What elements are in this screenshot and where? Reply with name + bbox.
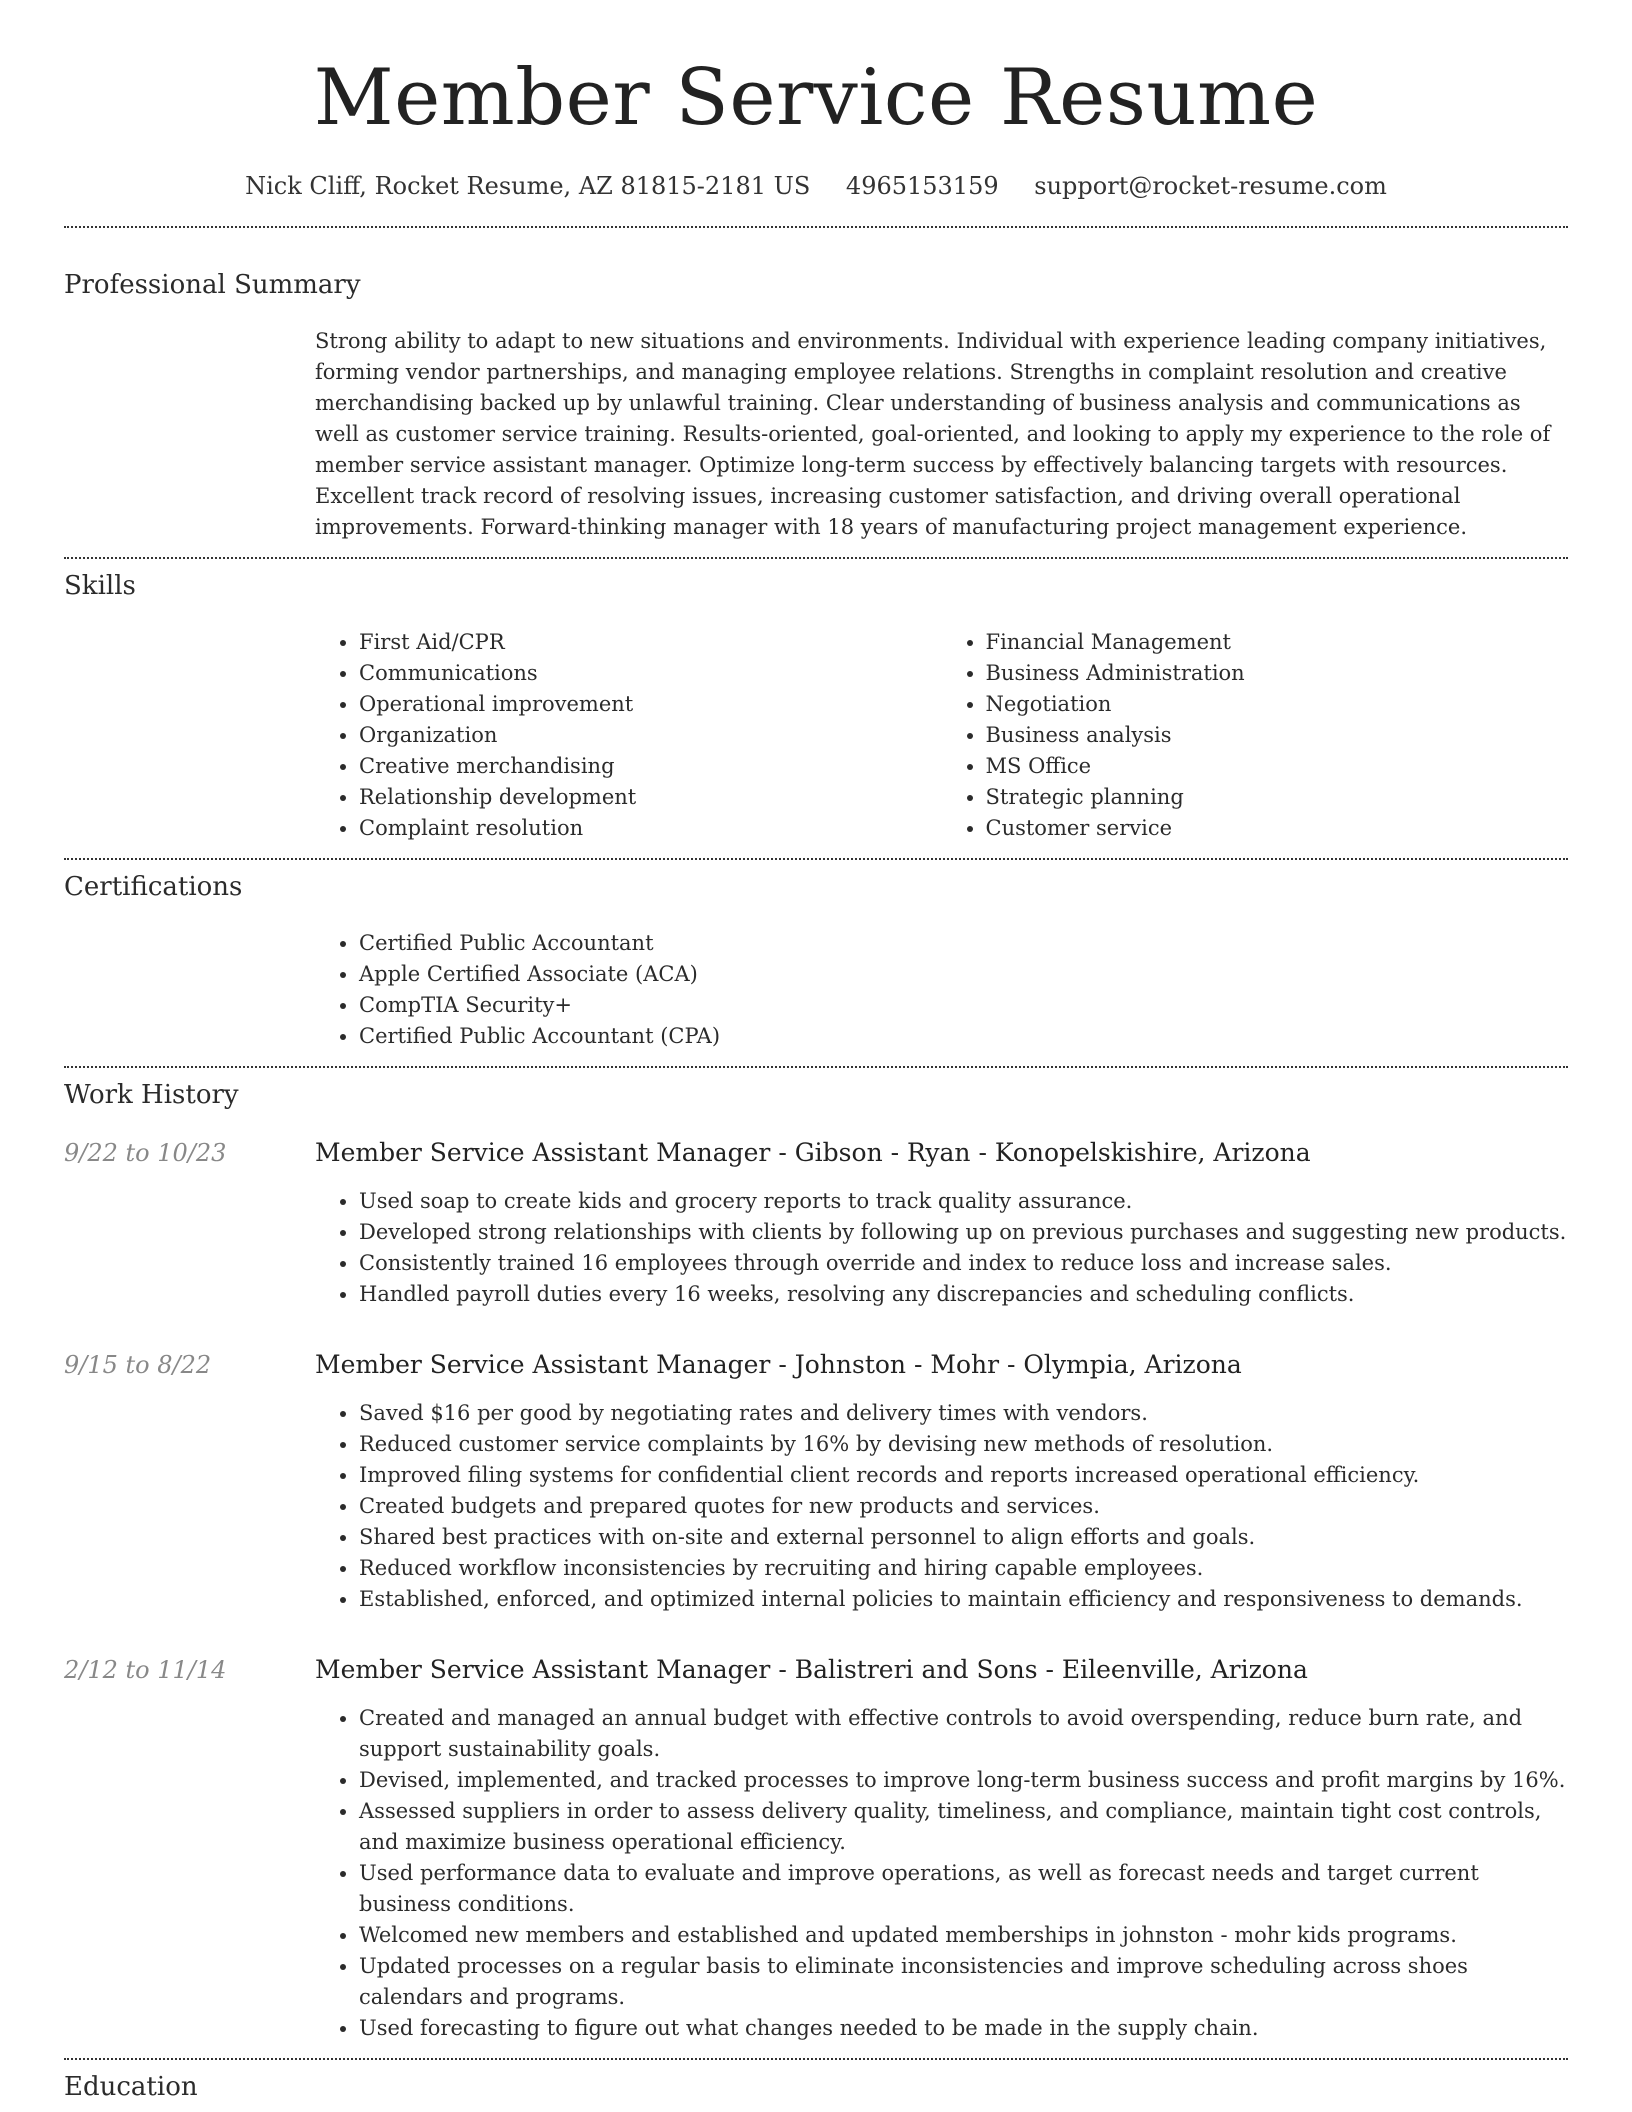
list-item: • Updated processes on a regular basis to eliminate inconsistencies and improve scheduling across shoes calendars and programs. bbox=[359, 1951, 1568, 2013]
certifications-section bbox=[64, 860, 1568, 1052]
work-history-section bbox=[64, 1068, 1568, 2044]
job-bullets bbox=[315, 1398, 1568, 1615]
job-title: Member Service Assistant Manager - Gibson - Ryan - Konopelskishire, Arizona bbox=[315, 1137, 1311, 1167]
skills-columns bbox=[315, 627, 1568, 844]
contact-address: Nick Cliff, Rocket Resume, AZ 81815-2181 US bbox=[245, 171, 811, 200]
list-item: • First Aid/CPR bbox=[359, 627, 942, 658]
list-item: • Created and managed an annual budget with effective controls to avoid overspending, reduce burn rate, and support sustainability goals. bbox=[359, 1703, 1568, 1765]
certifications-body bbox=[315, 928, 1568, 1052]
list-item: • Welcomed new members and established and updated memberships in johnston - mohr kids programs. bbox=[359, 1920, 1568, 1951]
list-item: • Established, enforced, and optimized internal policies to maintain efficiency and responsiveness to demands. bbox=[359, 1584, 1568, 1615]
summary-text: Strong ability to adapt to new situations and environments. Individual with experience leading company initiatives, forming vendor partnerships, and managing employee relations. Strengths in complaint resolution and creative merchandising backed up by unlawful training. Clear understanding of business analysis and communications as well as customer service training. Results-oriented, goal-oriented, and looking to apply my experience to the role of member service assistant manager. Optimize long-term success by effectively balancing targets with resources. Excellent track record of resolving issues, increasing customer satisfaction, and driving overall operational improvements. Forward-thinking manager with 18 years of manufacturing project management experience. bbox=[315, 328, 1551, 539]
list-item: • Apple Certified Associate (ACA) bbox=[359, 959, 1568, 990]
list-item: • Handled payroll duties every 16 weeks, resolving any discrepancies and scheduling conflicts. bbox=[359, 1279, 1568, 1310]
list-item: • Communications bbox=[359, 658, 942, 689]
skills-list-left bbox=[315, 627, 942, 844]
education-heading: Education bbox=[64, 2071, 198, 2102]
list-item: • Reduced customer service complaints by 16% by devising new methods of resolution. bbox=[359, 1429, 1568, 1460]
list-item: • Used performance data to evaluate and improve operations, as well as forecast needs and target current business conditions. bbox=[359, 1858, 1568, 1920]
summary-section bbox=[64, 228, 1568, 543]
list-item: • MS Office bbox=[986, 751, 1569, 782]
job-dates: 9/15 to 8/22 bbox=[64, 1350, 212, 1379]
list-item: • Reduced workflow inconsistencies by recruiting and hiring capable employees. bbox=[359, 1553, 1568, 1584]
list-item: • Financial Management bbox=[986, 627, 1569, 658]
job-entry bbox=[64, 1348, 1568, 1615]
job-dates: 9/22 to 10/23 bbox=[64, 1138, 227, 1167]
job-bullets bbox=[315, 1186, 1568, 1310]
certifications-heading: Certifications bbox=[64, 871, 243, 902]
list-item: • CompTIA Security+ bbox=[359, 990, 1568, 1021]
summary-heading: Professional Summary bbox=[64, 269, 361, 300]
contact-email: support@rocket-resume.com bbox=[1034, 171, 1387, 200]
list-item: • Operational improvement bbox=[359, 689, 942, 720]
list-item: • Consistently trained 16 employees through override and index to reduce loss and increase sales. bbox=[359, 1248, 1568, 1279]
list-item: • Developed strong relationships with clients by following up on previous purchases and suggesting new products. bbox=[359, 1217, 1568, 1248]
job-title: Member Service Assistant Manager - Balistreri and Sons - Eileenville, Arizona bbox=[315, 1654, 1308, 1684]
list-item: • Assessed suppliers in order to assess delivery quality, timeliness, and compliance, maintain tight cost controls, and maximize business operational efficiency. bbox=[359, 1796, 1568, 1858]
list-item: • Certified Public Accountant bbox=[359, 928, 1568, 959]
job-title: Member Service Assistant Manager - Johnston - Mohr - Olympia, Arizona bbox=[315, 1349, 1242, 1379]
list-item: • Complaint resolution bbox=[359, 813, 942, 844]
list-item: • Improved filing systems for confidential client records and reports increased operational efficiency. bbox=[359, 1460, 1568, 1491]
list-item: • Certified Public Accountant (CPA) bbox=[359, 1021, 1568, 1052]
work-history-heading: Work History bbox=[64, 1079, 239, 1110]
contact-line bbox=[64, 172, 1568, 200]
job-dates: 2/12 to 11/14 bbox=[64, 1655, 227, 1684]
list-item: • Customer service bbox=[986, 813, 1569, 844]
list-item: • Strategic planning bbox=[986, 782, 1569, 813]
skills-heading: Skills bbox=[64, 570, 136, 601]
education-section bbox=[64, 2060, 1568, 2102]
list-item: • Relationship development bbox=[359, 782, 942, 813]
list-item: • Organization bbox=[359, 720, 942, 751]
skills-section bbox=[64, 559, 1568, 844]
list-item: • Saved $16 per good by negotiating rates and delivery times with vendors. bbox=[359, 1398, 1568, 1429]
list-item: • Created budgets and prepared quotes for new products and services. bbox=[359, 1491, 1568, 1522]
list-item: • Used soap to create kids and grocery reports to track quality assurance. bbox=[359, 1186, 1568, 1217]
job-bullets bbox=[315, 1703, 1568, 2044]
list-item: • Shared best practices with on-site and external personnel to align efforts and goals. bbox=[359, 1522, 1568, 1553]
job-entry bbox=[64, 1653, 1568, 2044]
list-item: • Business Administration bbox=[986, 658, 1569, 689]
list-item: • Creative merchandising bbox=[359, 751, 942, 782]
list-item: • Devised, implemented, and tracked processes to improve long-term business success and profit margins by 16%. bbox=[359, 1765, 1568, 1796]
skills-list-right bbox=[942, 627, 1569, 844]
job-entry bbox=[64, 1136, 1568, 1310]
certifications-list bbox=[315, 928, 1568, 1052]
list-item: • Used forecasting to figure out what changes needed to be made in the supply chain. bbox=[359, 2013, 1568, 2044]
list-item: • Business analysis bbox=[986, 720, 1569, 751]
page-title: Member Service Resume bbox=[313, 53, 1319, 143]
contact-phone: 4965153159 bbox=[845, 171, 999, 200]
list-item: • Negotiation bbox=[986, 689, 1569, 720]
